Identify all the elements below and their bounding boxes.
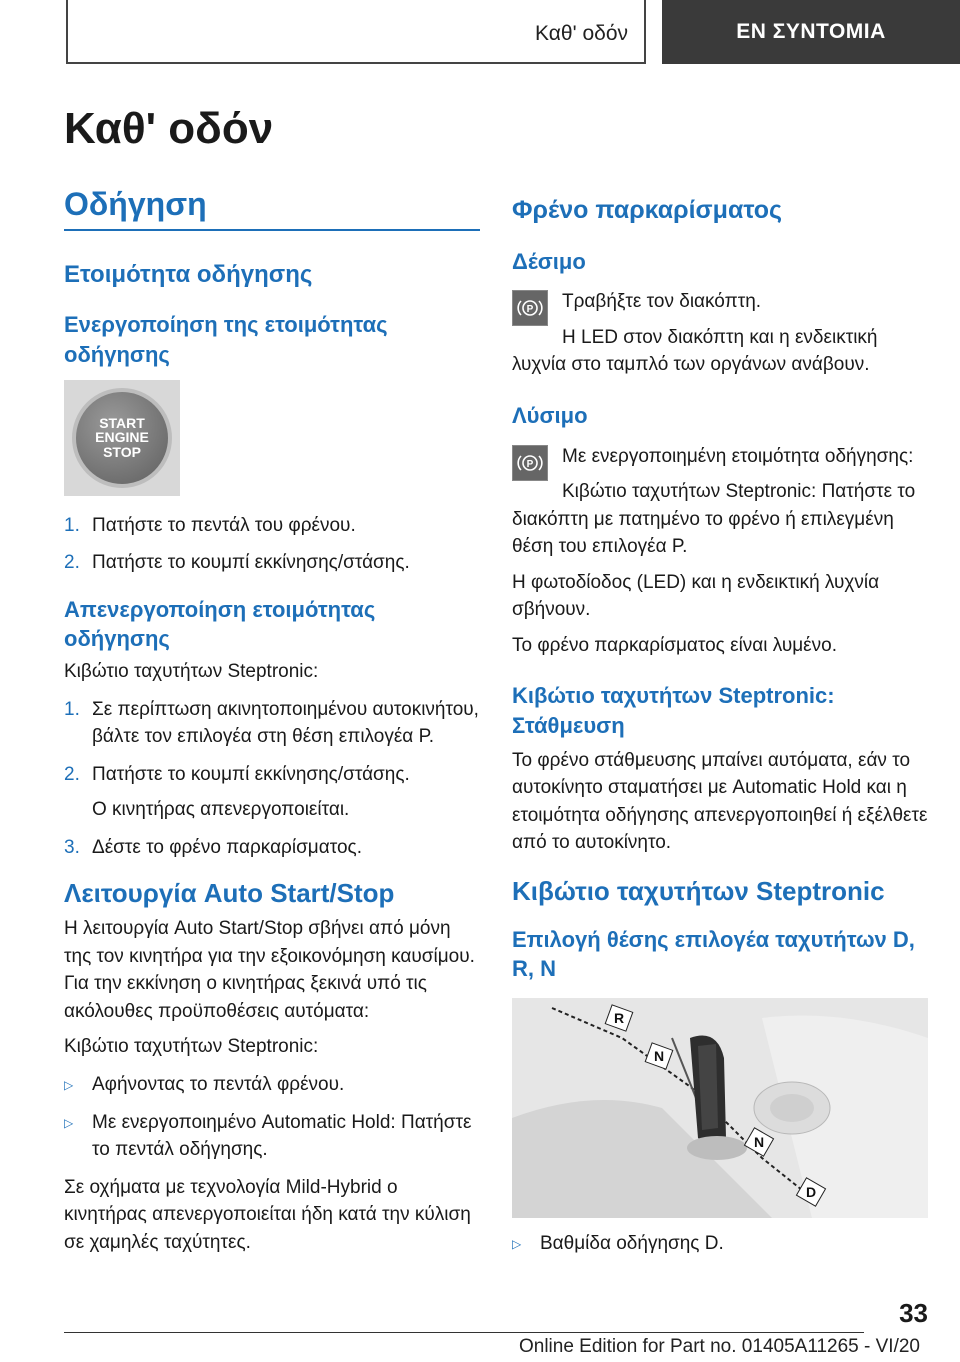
- list-item: [64, 761, 480, 824]
- footer-edition: Online Edition for Part no. 01405A11265 - VI/20: [518, 1336, 920, 1357]
- gear-letter-n: N: [653, 1048, 665, 1065]
- heading-driving: Οδήγηση: [64, 186, 480, 231]
- select-bullets: [512, 1230, 930, 1258]
- svg-text:P: P: [526, 458, 534, 470]
- step-subtext: Ο κινητήρας απενεργοποιείται.: [92, 799, 350, 821]
- autostart-bullets: [64, 1071, 480, 1164]
- heading-steptronic: Κιβώτιο ταχυτήτων Steptronic: [512, 875, 885, 906]
- heading-select-gear: Επιλογή θέσης επιλογέα ταχυτήτων D, R, N: [512, 926, 915, 982]
- release-text-2: Κιβώτιο ταχυτήτων Steptronic: Πατήστε το διακόπτη με πατημένο το φρένο ή επιλεγμένη θέση του επιλογέα P.: [512, 481, 916, 558]
- page-number: 33: [899, 1298, 928, 1328]
- triangle-bullet-icon: ▷: [512, 1237, 522, 1252]
- engine-label: ENGINE: [95, 429, 149, 446]
- left-column: [64, 186, 480, 1257]
- list-item: [512, 1230, 930, 1258]
- step-number: 2.: [64, 552, 80, 574]
- release-block: [512, 443, 930, 660]
- triangle-bullet-icon: ▷: [64, 1077, 74, 1092]
- step-text: Δέστε το φρένο παρκαρίσματος.: [92, 836, 362, 858]
- parking-brake-switch-icon: [512, 445, 548, 481]
- step-text: Σε περίπτωση ακινητοποιημένου αυτοκινήτου, βάλτε τον επιλογέα στη θέση επιλογέα P.: [92, 698, 479, 748]
- step-text: Πατήστε το κουμπί εκκίνησης/στάσης.: [92, 763, 410, 785]
- mild-hybrid-paragraph: Σε οχήματα με τεχνολογία Mild-Hybrid ο κινητήρας απενεργοποιείται ήδη κατά την κύλιση σε χαμηλές ταχύτητες.: [64, 1176, 471, 1254]
- gear-selector-image: [512, 998, 928, 1218]
- start-label: START: [99, 414, 145, 431]
- list-item: [64, 1071, 480, 1099]
- heading-activate: Ενεργοποίηση της ετοιμότητας οδήγησης: [64, 312, 388, 367]
- gear-letter-r: R: [613, 1010, 625, 1027]
- list-item: [64, 834, 480, 862]
- page-title: Καθ' οδόν: [64, 104, 274, 153]
- bullet-text: Αφήνοντας το πεντάλ φρένου.: [92, 1073, 345, 1095]
- start-stop-icon: [72, 388, 172, 488]
- header-tab[interactable]: ΕΝ ΣΥΝΤΟΜΙΑ: [662, 0, 960, 64]
- parking-brake-switch-icon: [512, 290, 548, 326]
- bullet-text: Με ενεργοποιημένο Automatic Hold: Πατήστε το πεντάλ οδήγησης.: [92, 1111, 472, 1161]
- list-item: [64, 512, 480, 540]
- autostart-steptronic: Κιβώτιο ταχυτήτων Steptronic:: [64, 1036, 319, 1058]
- heading-auto-start-stop: Λειτουργία Auto Start/Stop: [64, 878, 395, 909]
- release-text-1: Με ενεργοποιημένη ετοιμότητα οδήγησης:: [562, 445, 914, 467]
- parking-brake-icon: [517, 297, 543, 319]
- stop-label: STOP: [103, 443, 141, 460]
- heading-deactivate: Απενεργοποίηση ετοιμότητας οδήγησης: [64, 596, 376, 652]
- step-number: 1.: [64, 698, 80, 720]
- start-stop-button-image: [64, 380, 180, 496]
- release-text-4: Το φρένο παρκαρίσματος είναι λυμένο.: [512, 634, 837, 656]
- deactivate-intro: Κιβώτιο ταχυτήτων Steptronic:: [64, 661, 319, 683]
- header-section-title: Καθ' οδόν: [535, 22, 628, 45]
- right-column: [512, 186, 930, 1268]
- set-text-2: Η LED στον διακόπτη και η ενδεικτική λυχνία στο ταμπλό των οργάνων ανάβουν.: [512, 326, 878, 376]
- release-text-3: Η φωτοδίοδος (LED) και η ενδεικτική λυχνία σβήνουν.: [512, 571, 880, 621]
- gear-letter-d: D: [805, 1184, 817, 1201]
- gear-letter-n-2: N: [753, 1134, 765, 1151]
- step-number: 3.: [64, 836, 80, 858]
- triangle-bullet-icon: ▷: [64, 1115, 74, 1130]
- svg-text:P: P: [526, 304, 534, 316]
- heading-readiness: Ετοιμότητα οδήγησης: [64, 261, 313, 288]
- step-text: Πατήστε το πεντάλ του φρένου.: [92, 514, 356, 536]
- heading-steptronic-parking: Κιβώτιο ταχυτήτων Steptronic: Στάθμευση: [512, 683, 835, 739]
- step-text: Πατήστε το κουμπί εκκίνησης/στάσης.: [92, 552, 410, 574]
- autostart-paragraph: Η λειτουργία Auto Start/Stop σβήνει από μόνη της τον κινητήρα για την εξοικονόμηση καυσίμου. Για την εκκίνηση ο κινητήρας ξεκινά υπό τις ακόλουθες προϋποθέσεις αυτόματα:: [64, 918, 475, 1022]
- heading-parking-brake: Φρένο παρκαρίσματος: [512, 196, 783, 224]
- parking-paragraph: Το φρένο στάθμευσης μπαίνει αυτόματα, εάν το αυτοκίνητο σταματήσει με Automatic Hold και η ετοιμότητα οδήγησης απενεργοποιηθεί ή εξέλθετε από το αυτοκίνητο.: [512, 749, 928, 854]
- list-item: [64, 696, 480, 751]
- heading-release: Λύσιμο: [512, 402, 588, 428]
- activate-steps: [64, 512, 480, 577]
- bullet-text: Βαθμίδα οδήγησης D.: [540, 1233, 724, 1255]
- set-block: [512, 288, 930, 379]
- list-item: [64, 1109, 480, 1164]
- set-text-1: Τραβήξτε τον διακόπτη.: [562, 291, 762, 313]
- list-item: [64, 549, 480, 577]
- step-number: 1.: [64, 514, 80, 536]
- footer-divider: [64, 1332, 864, 1333]
- gear-selector-illustration: [512, 998, 928, 1218]
- heading-set: Δέσιμο: [512, 248, 586, 274]
- parking-brake-icon: [517, 452, 543, 474]
- step-number: 2.: [64, 763, 80, 785]
- deactivate-steps: [64, 696, 480, 862]
